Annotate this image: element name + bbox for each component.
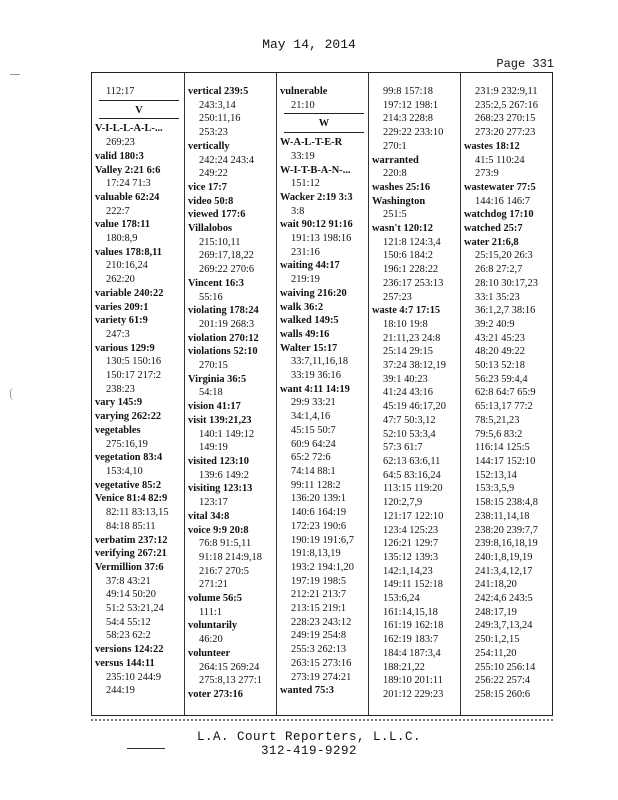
- index-reference: 37:8 43:21: [106, 575, 151, 587]
- index-term: voter 273:16: [188, 688, 243, 700]
- index-reference: 79:5,6 83:2: [475, 428, 523, 440]
- index-reference: 120:2,7,9: [383, 497, 423, 509]
- column-divider: [460, 73, 461, 715]
- index-reference: 229:22 233:10: [383, 127, 444, 139]
- index-term: Vincent 16:3: [188, 277, 244, 289]
- index-term: verbatim 237:12: [95, 534, 168, 546]
- index-reference: 37:24 38:12,19: [383, 360, 446, 372]
- column-divider: [184, 73, 185, 715]
- index-term: wait 90:12 91:16: [280, 219, 353, 231]
- index-reference: 180:8,9: [106, 233, 138, 245]
- index-reference: 249:3,7,13,24: [475, 620, 533, 632]
- index-reference: 251:5: [383, 209, 407, 221]
- index-reference: 45:19 46:17,20: [383, 401, 446, 413]
- index-term: visiting 123:13: [188, 483, 253, 495]
- index-term: vertical 239:5: [188, 86, 249, 97]
- index-reference: 21:11,23 24:8: [383, 332, 441, 344]
- index-reference: 82:11 83:13,15: [106, 507, 169, 519]
- index-reference: 222:7: [106, 205, 130, 217]
- index-reference: 18:10 19:8: [383, 318, 428, 330]
- index-reference: 191:13 198:16: [291, 233, 352, 245]
- index-reference: 121:8 124:3,4: [383, 236, 441, 248]
- index-reference: 254:11,20: [475, 647, 517, 659]
- index-reference: 249:19 254:8: [291, 630, 347, 642]
- index-term: vision 41:17: [188, 401, 241, 413]
- index-reference: 201:12 229:23: [383, 688, 444, 700]
- index-reference: 215:10,11: [199, 236, 241, 248]
- index-reference: 149:11 152:18: [383, 579, 443, 591]
- index-reference: 236:17 253:13: [383, 277, 444, 289]
- index-reference: 48:20 49:22: [475, 346, 525, 358]
- index-column-2: [188, 85, 276, 702]
- index-term: vegetables: [95, 424, 141, 436]
- column-divider: [368, 73, 369, 715]
- index-reference: 273:9: [475, 168, 499, 180]
- index-term: violation 270:12: [188, 332, 259, 344]
- index-reference: 273:19 274:21: [291, 671, 352, 683]
- index-reference: 51:2 53:21,24: [106, 603, 164, 615]
- index-reference: 153:6,24: [383, 593, 420, 605]
- margin-mark: [10, 388, 14, 400]
- letter-divider: [99, 100, 179, 101]
- index-reference: 269:22 270:6: [199, 264, 255, 276]
- index-reference: 62:13 63:6,11: [383, 455, 441, 467]
- index-reference: 273:20 277:23: [475, 127, 536, 139]
- index-term: Wacker 2:19 3:3: [280, 191, 353, 203]
- index-reference: 270:15: [199, 360, 228, 372]
- index-term: visited 123:10: [188, 455, 249, 467]
- index-term: vegetative 85:2: [95, 479, 162, 491]
- index-reference: 153:3,5,9: [475, 483, 515, 495]
- index-reference: 213:15 219:1: [291, 603, 347, 615]
- index-term: W-I-T-B-A-N-...: [280, 164, 351, 176]
- index-reference: 196:1 228:22: [383, 264, 439, 276]
- index-reference: 65:2 72:6: [291, 452, 331, 464]
- index-reference: 33:19: [291, 150, 315, 162]
- index-term: valuable 62:24: [95, 191, 160, 203]
- index-reference: 250:1,2,15: [475, 634, 520, 646]
- index-column-5: [464, 85, 552, 702]
- index-term: Walter 15:17: [280, 342, 338, 354]
- index-reference: 231:9 232:9,11: [475, 86, 538, 97]
- index-reference: 188:21,22: [383, 661, 425, 673]
- index-term: vary 145:9: [95, 397, 143, 409]
- index-term: watched 25:7: [464, 223, 523, 235]
- index-term: walked 149:5: [280, 315, 339, 327]
- index-reference: 29:9 33:21: [291, 397, 336, 409]
- index-reference: 47:7 50:3,12: [383, 414, 436, 426]
- index-term: volume 56:5: [188, 593, 242, 605]
- index-reference: 235:2,5 267:16: [475, 99, 538, 111]
- index-term: vegetation 83:4: [95, 452, 163, 464]
- index-reference: 116:14 125:5: [475, 442, 530, 454]
- index-reference: 248:17,19: [475, 606, 517, 618]
- index-reference: 56:23 59:4,4: [475, 373, 528, 385]
- index-term: V-I-L-L-A-L-...: [95, 123, 163, 135]
- index-reference: 250:11,16: [199, 113, 241, 125]
- index-reference: 210:16,24: [106, 260, 148, 272]
- index-reference: 242:4,6 243:5: [475, 593, 533, 605]
- index-column-1: [95, 85, 183, 698]
- section-letter: V: [135, 104, 143, 116]
- index-reference: 60:9 64:24: [291, 438, 336, 450]
- index-term: waiting 44:17: [280, 260, 340, 272]
- index-term: vulnerable: [280, 86, 328, 97]
- index-reference: 17:24 71:3: [106, 178, 151, 190]
- index-reference: 263:15 273:16: [291, 657, 352, 669]
- index-column-4: [372, 85, 460, 702]
- index-reference: 45:15 50:7: [291, 424, 336, 436]
- index-reference: 235:10 244:9: [106, 671, 162, 683]
- index-reference: 238:11,14,18: [475, 510, 530, 522]
- index-reference: 201:19 268:3: [199, 318, 255, 330]
- index-reference: 191:8,13,19: [291, 548, 341, 560]
- index-reference: 50:13 52:18: [475, 360, 525, 372]
- index-reference: 239:8,16,18,19: [475, 538, 538, 550]
- index-reference: 62:8 64:7 65:9: [475, 387, 536, 399]
- index-reference: 197:12 198:1: [383, 99, 439, 111]
- index-reference: 189:10 201:11: [383, 675, 443, 687]
- index-reference: 3:8: [291, 205, 305, 217]
- index-reference: 33:19 36:16: [291, 370, 341, 382]
- index-reference: 269:17,18,22: [199, 250, 254, 262]
- index-term: walls 49:16: [280, 328, 330, 340]
- index-reference: 172:23 190:6: [291, 520, 347, 532]
- index-reference: 74:14 88:1: [291, 465, 336, 477]
- index-reference: 91:18 214:9,18: [199, 551, 262, 563]
- letter-divider: [284, 132, 364, 133]
- index-term: vice 17:7: [188, 181, 227, 193]
- index-term: wastewater 77:5: [464, 181, 536, 193]
- index-reference: 112:17: [106, 86, 135, 97]
- index-reference: 256:22 257:4: [475, 675, 531, 687]
- index-term: Valley 2:21 6:6: [95, 164, 161, 176]
- index-term: voluntarily: [188, 620, 238, 632]
- letter-divider: [99, 118, 179, 119]
- index-reference: 126:21 129:7: [383, 538, 439, 550]
- index-reference: 242:24 243:4: [199, 154, 255, 166]
- index-reference: 241:18,20: [475, 579, 517, 591]
- index-term: value 178:11: [95, 219, 151, 231]
- page-number: Page 331: [496, 57, 554, 71]
- index-reference: 121:17 122:10: [383, 510, 444, 522]
- index-term: W-A-L-T-E-R: [280, 137, 343, 149]
- reporter-company: L.A. Court Reporters, L.L.C.: [196, 730, 422, 744]
- section-letter: W: [318, 118, 330, 130]
- index-reference: 153:4,10: [106, 465, 143, 477]
- index-reference: 55:16: [199, 291, 223, 303]
- index-term: valid 180:3: [95, 150, 144, 162]
- index-reference: 228:23 243:12: [291, 616, 352, 628]
- index-reference: 123:17: [199, 497, 228, 509]
- index-reference: 219:19: [291, 274, 320, 286]
- index-term: violating 178:24: [188, 305, 259, 317]
- index-term: varies 209:1: [95, 301, 149, 313]
- index-reference: 136:20 139:1: [291, 493, 347, 505]
- index-term: warranted: [372, 154, 419, 166]
- index-reference: 244:19: [106, 685, 135, 697]
- index-reference: 33:7,11,16,18: [291, 356, 349, 368]
- index-term: variety 61:9: [95, 315, 148, 327]
- index-reference: 150:17 217:2: [106, 370, 162, 382]
- index-reference: 255:10 256:14: [475, 661, 536, 673]
- index-reference: 57:3 61:7: [383, 442, 423, 454]
- index-reference: 78:5,21,23: [475, 414, 520, 426]
- index-term: water 21:6,8: [464, 236, 519, 248]
- index-reference: 140:6 164:19: [291, 507, 347, 519]
- index-reference: 135:12 139:3: [383, 551, 439, 563]
- index-reference: 76:8 91:5,11: [199, 538, 252, 550]
- index-reference: 214:3 228:8: [383, 113, 433, 125]
- index-reference: 152:13,14: [475, 469, 517, 481]
- transcript-date: May 14, 2014: [262, 37, 356, 52]
- index-reference: 49:14 50:20: [106, 589, 156, 601]
- index-reference: 151:12: [291, 178, 320, 190]
- margin-mark: [10, 74, 20, 75]
- index-column-3: [280, 85, 368, 698]
- index-reference: 111:1: [199, 606, 222, 618]
- index-reference: 25:14 29:15: [383, 346, 433, 358]
- index-term: various 129:9: [95, 342, 155, 354]
- index-reference: 52:10 53:3,4: [383, 428, 436, 440]
- index-reference: 34:1,4,16: [291, 411, 331, 423]
- index-reference: 130:5 150:16: [106, 356, 162, 368]
- index-term: variable 240:22: [95, 287, 164, 299]
- index-reference: 149:19: [199, 442, 228, 454]
- index-reference: 275:16,19: [106, 438, 148, 450]
- index-reference: 140:1 149:12: [199, 428, 255, 440]
- index-reference: 220:8: [383, 168, 407, 180]
- index-reference: 275:8,13 277:1: [199, 675, 262, 687]
- index-reference: 33:1 35:23: [475, 291, 520, 303]
- index-term: video 50:8: [188, 195, 234, 207]
- index-table: [91, 72, 553, 716]
- index-reference: 36:1,2,7 38:16: [475, 305, 536, 317]
- index-reference: 39:2 40:9: [475, 318, 515, 330]
- index-reference: 41:24 43:16: [383, 387, 433, 399]
- index-term: Venice 81:4 82:9: [95, 493, 168, 505]
- index-term: vertically: [188, 140, 230, 152]
- index-reference: 58:23 62:2: [106, 630, 151, 642]
- index-term: viewed 177:6: [188, 209, 246, 221]
- index-term: Villalobos: [188, 223, 233, 235]
- index-reference: 144:16 146:7: [475, 195, 531, 207]
- index-reference: 197:19 198:5: [291, 575, 347, 587]
- footer-rule: [91, 719, 553, 721]
- index-term: verifying 267:21: [95, 548, 167, 560]
- index-reference: 249:22: [199, 168, 228, 180]
- index-reference: 144:17 152:10: [475, 455, 536, 467]
- index-term: waste 4:7 17:15: [372, 305, 441, 317]
- index-reference: 255:3 262:13: [291, 644, 347, 656]
- index-reference: 257:23: [383, 291, 412, 303]
- index-term: want 4:11 14:19: [280, 383, 350, 395]
- index-reference: 258:15 260:6: [475, 688, 531, 700]
- index-term: values 178:8,11: [95, 246, 162, 258]
- index-reference: 113:15 119:20: [383, 483, 443, 495]
- index-term: vital 34:8: [188, 510, 230, 522]
- index-term: waiving 216:20: [280, 287, 347, 299]
- index-reference: 158:15 238:4,8: [475, 497, 538, 509]
- index-reference: 231:16: [291, 246, 320, 258]
- index-reference: 139:6 149:2: [199, 469, 249, 481]
- index-term: Virginia 36:5: [188, 373, 247, 385]
- index-reference: 43:21 45:23: [475, 332, 525, 344]
- index-reference: 216:7 270:5: [199, 565, 249, 577]
- index-reference: 247:3: [106, 328, 130, 340]
- index-reference: 238:20 239:7,7: [475, 524, 538, 536]
- index-reference: 39:1 40:23: [383, 373, 428, 385]
- index-term: Washington: [372, 195, 426, 207]
- reporter-phone: 312-419-9292: [260, 744, 357, 758]
- index-reference: 240:1,8,19,19: [475, 551, 533, 563]
- index-reference: 262:20: [106, 274, 135, 286]
- index-reference: 54:4 55:12: [106, 616, 151, 628]
- index-term: wanted 75:3: [280, 685, 334, 697]
- index-term: versus 144:11: [95, 657, 155, 669]
- index-reference: 123:4 125:23: [383, 524, 439, 536]
- index-reference: 25:15,20 26:3: [475, 250, 533, 262]
- index-reference: 162:19 183:7: [383, 634, 439, 646]
- index-reference: 99:11 128:2: [291, 479, 341, 491]
- index-reference: 268:23 270:15: [475, 113, 536, 125]
- index-reference: 264:15 269:24: [199, 661, 260, 673]
- index-reference: 253:23: [199, 127, 228, 139]
- index-term: washes 25:16: [372, 181, 431, 193]
- index-reference: 270:1: [383, 140, 407, 152]
- index-reference: 65:13,17 77:2: [475, 401, 533, 413]
- index-term: Vermillion 37:6: [95, 561, 164, 573]
- index-reference: 28:10 30:17,23: [475, 277, 538, 289]
- index-term: walk 36:2: [280, 301, 324, 313]
- index-reference: 161:19 162:18: [383, 620, 444, 632]
- index-term: varying 262:22: [95, 411, 162, 423]
- index-reference: 41:5 110:24: [475, 154, 525, 166]
- index-term: voice 9:9 20:8: [188, 524, 249, 536]
- index-reference: 84:18 85:11: [106, 520, 156, 532]
- index-reference: 46:20: [199, 634, 223, 646]
- index-reference: 184:4 187:3,4: [383, 647, 441, 659]
- index-reference: 238:23: [106, 383, 135, 395]
- index-term: wasn't 120:12: [372, 223, 433, 235]
- index-reference: 64:5 83:16,24: [383, 469, 441, 481]
- index-reference: 241:3,4,12,17: [475, 565, 533, 577]
- index-reference: 161:14,15,18: [383, 606, 438, 618]
- index-term: watchdog 17:10: [464, 209, 534, 221]
- index-term: versions 124:22: [95, 644, 164, 656]
- index-reference: 150:6 184:2: [383, 250, 433, 262]
- index-reference: 212:21 213:7: [291, 589, 347, 601]
- index-reference: 193:2 194:1,20: [291, 561, 354, 573]
- column-divider: [276, 73, 277, 715]
- index-term: visit 139:21,23: [188, 414, 252, 426]
- index-term: wastes 18:12: [464, 140, 520, 152]
- index-term: violations 52:10: [188, 346, 258, 358]
- index-reference: 243:3,14: [199, 99, 236, 111]
- index-term: volunteer: [188, 647, 231, 659]
- index-reference: 271:21: [199, 579, 228, 591]
- index-reference: 99:8 157:18: [383, 86, 433, 97]
- index-reference: 21:10: [291, 99, 315, 111]
- index-reference: 269:23: [106, 137, 135, 149]
- index-reference: 142:1,14,23: [383, 565, 433, 577]
- index-reference: 190:19 191:6,7: [291, 534, 354, 546]
- letter-divider: [284, 113, 364, 114]
- index-reference: 26:8 27:2,7: [475, 264, 523, 276]
- index-reference: 54:18: [199, 387, 223, 399]
